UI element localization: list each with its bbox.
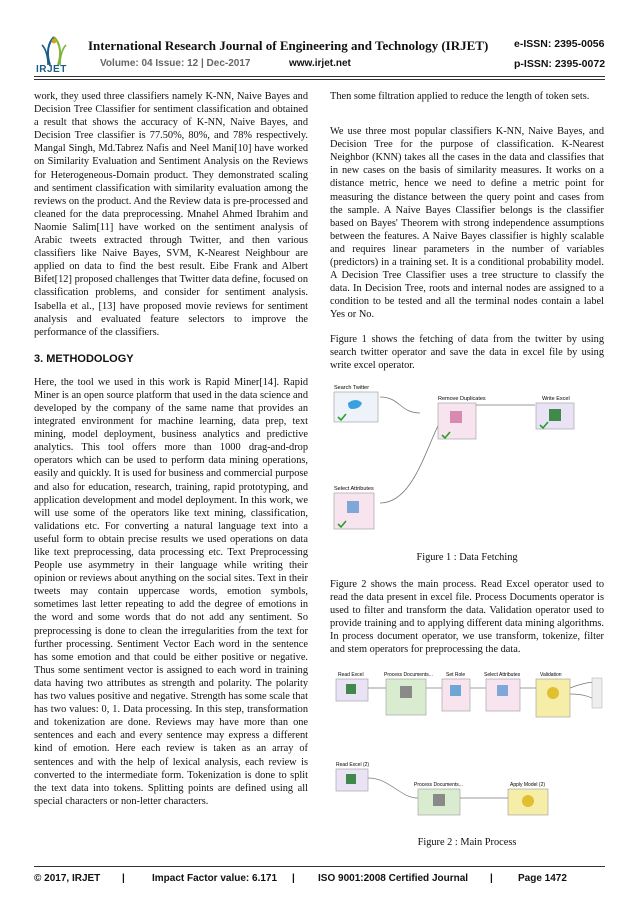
logo-text: IRJET (36, 64, 67, 75)
right-paragraph-3: Figure 1 shows the fetching of data from the twitter by using search twitter operator and save the data in excel file by using write excel operator. (330, 333, 604, 371)
fig2-node-set-role-label: Set Role (446, 671, 466, 678)
right-column (330, 90, 604, 863)
footer-impact-factor: Impact Factor value: 6.171 (152, 873, 278, 884)
output-ports (592, 678, 602, 708)
apply-model-icon (522, 795, 534, 807)
fig2-node-process-documents-label: Process Documents... (384, 671, 433, 678)
figure-2-caption: Figure 2 : Main Process (417, 836, 517, 848)
header-rule (34, 76, 605, 77)
section-heading: 3. METHODOLOGY (34, 352, 134, 365)
e-issn: e-ISSN: 2395-0056 (514, 38, 605, 50)
fig2-node-read-excel-label: Read Excel (338, 671, 364, 678)
right-paragraph-1: Then some filtration applied to reduce the length of token sets. (330, 91, 590, 102)
process-documents-icon (433, 794, 445, 806)
page-header (0, 0, 638, 86)
validation-icon (547, 687, 559, 699)
fig2-node-select-attributes-label: Select Attributes (484, 671, 521, 678)
website-link[interactable]: www.irjet.net (289, 58, 351, 69)
figure-2-process-diagram (330, 668, 604, 818)
footer-separator: | (490, 873, 493, 884)
fig1-node-select-attributes-label: Select Attributes (334, 485, 374, 492)
header-rule-2 (34, 79, 605, 80)
excel-icon (549, 409, 561, 421)
footer-iso: ISO 9001:2008 Certified Journal (318, 873, 469, 884)
footer-separator: | (292, 873, 295, 884)
fig1-node-search-twitter-label: Search Twitter (334, 384, 370, 391)
p-issn: p-ISSN: 2395-0072 (514, 58, 606, 70)
footer-copyright: © 2017, IRJET (34, 873, 101, 884)
figure-1-process-diagram (330, 383, 604, 533)
fig2-node-validation-label: Validation (540, 671, 562, 678)
footer-page-number: Page 1472 (518, 873, 567, 884)
select-attributes-icon (497, 685, 508, 696)
footer-rule (34, 866, 605, 867)
left-paragraph-1: work, they used three classifiers namely K-NN, Naive Bayes and Decision Tree Classifier for sentiment classification and obtained a result that shows the accuracy of K-NN, Naive Bayes, and Decision Tree classifier is 77.50%, 80%, and 78% respectively. Mangal Singh, Md.Tabrez Nafis and Neel Mani[10] have worked on Similarity Evaluation and Sentiment Analysis on the Reviews for Heterogeneous-Domain product. They demonstrated scaling and sentiment classification with similarity evaluation among the reviews on the product. And the Review data is pre-processed and cleaned for the data preprocessing. Mnahel Ahmed Ibrahim and Naomie Salim[11] have worked on the sentiment analysis of Arabic tweets extracted through Twitter, and then various classifiers like Naive Bayes, SVM, K-Nearest Neighbour are applied on data to find the best result. Eibe Frank and Albert Bifet[12] proposed challenges that Twitter data define, focused on classification problems, and consider for sentiment analysis. Isabella et al., [13] have proposed movie reviews for sentiment analysis and evaluated feature selectors to improve the performance of the classifiers. (34, 91, 308, 338)
footer-separator: | (122, 873, 125, 884)
right-paragraph-2: We use three most popular classifiers K-NN, Naive Bayes, and Decision Tree for the purpose of classification. K-Nearest Neighbor (KNN) takes all the cases in the data and classifies that in new cases on the basis of similarity measures. It works on a distance metric, hence we need to define a metric point for measuring the distance between the query point and cases from the sample. A Naive Bayes Classifier belongs is the classifier based on Bayes' Theorem with strong independence assumptions between the features. A Naive Bayes classifier is highly scalable and requires linear parameters in the number of variables (predictors) in a training set. It is a conditional probability model. A Decision Tree Classifier uses a tree structure to classify the data. In Decision Tree, roots and internal nodes are assigned to a condition to be tested and all the terminal nodes contain a label Yes or No. (330, 126, 604, 321)
process-documents-icon (400, 686, 412, 698)
excel-icon (346, 774, 356, 784)
select-attributes-icon (347, 501, 359, 513)
fig2-node-read-excel-2-label: Read Excel (2) (336, 761, 370, 768)
left-paragraph-2: Here, the tool we used in this work is Rapid Miner[14]. Rapid Miner is an open source platform that used in the data science and developed by the company of the same name that provides an integrated environment for machine learning, data prep, text mining, model deployment, business analytics and predictive analytics. This tool offers more than 1000 drag-and-drop operators which can be used to perform data mining operations, easily and quickly. It is used for business and commercial purpose and also for education, research, training, rapid prototyping, and application development and model deployment. In this work, we will use some of the operators like text mining, classification, validations etc. For converting a natural language text into a useful form to obtain precise results we used operations on data like text preprocessing, data processing etc. Text Preprocessing People use asymmetry in their language while writing their opinion or reviews about anything on the social sites. Text in their tweets may contain uppercase words, emotion symbols, sometimes last letter repeating to add the degree of emotions in the word and some words that do not add any sentiment. So preprocessing is done to clean the irregularities from the text for further processing. Sentiment Vector Each word in the sentence has some emotion and that could be either positive or negative. Thus some sentiment vector is assigned to each word in training data having two attributes as strength and polarity. The polarity has two values positive and negative. Strength has some scale that has two values: 0, 1. Data processing. In this step, transformation and tokenization are done. Reviews may have more than one sentences and each and every sentence may express a different kind of emotion. Here each review is taken as an array of sentences and with the help of lexical analysis, each review is converted to the intermediate form. Tokenization is done to split the text data into tokens. Splitting points are defined using all special characters or non-letter characters. (34, 376, 308, 807)
excel-icon (346, 684, 356, 694)
fig1-node-remove-duplicates-label: Remove Duplicates (438, 395, 486, 402)
left-column (34, 90, 308, 819)
set-role-icon (450, 685, 461, 696)
volume-issue: Volume: 04 Issue: 12 | Dec-2017 (100, 58, 251, 69)
journal-title: International Research Journal of Engineering and Technology (IRJET) (88, 38, 489, 53)
figure-1-caption: Figure 1 : Data Fetching (416, 551, 518, 563)
fig2-node-apply-model-2-label: Apply Model (2) (510, 781, 546, 788)
right-paragraph-4: Figure 2 shows the main process. Read Excel operator used to read the data present in excel file. Process Documents operator is used to filter and transform the data. Validation operator used to provide training and to applying different data mining algorithms. In process document operator, we use transform, tokenize, filter and stem operators for preprocessing the data. (330, 578, 604, 656)
fig1-node-write-excel-label: Write Excel (542, 395, 570, 402)
fig2-node-process-documents-2-label: Process Documents... (414, 781, 463, 788)
remove-duplicates-icon (450, 411, 462, 423)
